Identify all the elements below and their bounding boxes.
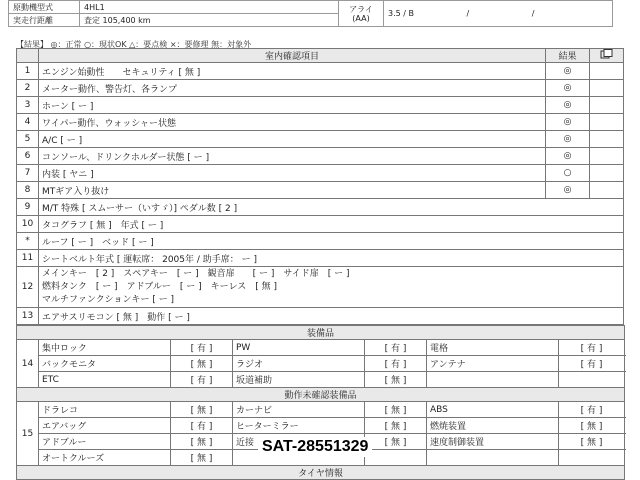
equipment-status: [ 無 ] bbox=[365, 434, 427, 450]
result-legend: 【結果】 ◎：正常 ○：現状OK △：要点検 ×：要修理 無：対象外 bbox=[16, 40, 252, 49]
equipment-status: [ 無 ] bbox=[365, 418, 427, 434]
equipment-title: 装備品 bbox=[17, 326, 625, 340]
equipment-row bbox=[17, 340, 625, 356]
equipment-name: 燃焼装置 bbox=[427, 418, 559, 434]
equipment-name: PW bbox=[233, 340, 365, 356]
check-item-label: ホーン [ ー ] bbox=[39, 97, 546, 114]
alignment-value: 3.5 / B / / bbox=[384, 1, 613, 27]
equipment-status: [ 無 ] bbox=[171, 356, 233, 372]
row-number: 2 bbox=[17, 80, 39, 97]
row-number: 14 bbox=[17, 340, 39, 388]
equipment-status: [ 有 ] bbox=[365, 356, 427, 372]
equipment-status: [ 無 ] bbox=[365, 372, 427, 388]
result-mark: ◎ bbox=[546, 131, 590, 148]
equipment-status bbox=[559, 450, 625, 466]
row-number: 3 bbox=[17, 97, 39, 114]
odometer-value: 査定 105,400 km bbox=[80, 14, 339, 27]
check-item-row bbox=[17, 63, 624, 80]
result-extra-cell bbox=[590, 114, 624, 131]
equipment-status: [ 有 ] bbox=[171, 340, 233, 356]
check-item-label: A/C [ ー ] bbox=[39, 131, 546, 148]
tachograph-row: タコグラフ [ 無 ] 年式 [ ー ] bbox=[39, 216, 624, 233]
equipment-name: アンテナ bbox=[427, 356, 559, 372]
check-item-row bbox=[17, 131, 624, 148]
equipment-status: [ 有 ] bbox=[559, 356, 625, 372]
equipment-status: [ 無 ] bbox=[171, 450, 233, 466]
row-number: 13 bbox=[17, 308, 39, 325]
engine-value: 4HL1 bbox=[80, 1, 339, 14]
unverified-equipment-title: 動作未確認装備品 bbox=[17, 388, 625, 402]
result-extra-cell bbox=[590, 80, 624, 97]
result-mark: ◎ bbox=[546, 148, 590, 165]
result-mark: ◎ bbox=[546, 182, 590, 199]
equipment-name: ABS bbox=[427, 402, 559, 418]
result-extra-cell bbox=[590, 165, 624, 182]
air-suspension-row: エアサスリモコン [ 無 ] 動作 [ ー ] bbox=[39, 308, 624, 325]
equipment-name bbox=[427, 372, 559, 388]
row-number: 4 bbox=[17, 114, 39, 131]
equipment-status: [ 有 ] bbox=[171, 372, 233, 388]
check-item-row bbox=[17, 165, 624, 182]
keys-row bbox=[39, 267, 624, 308]
result-extra-cell bbox=[590, 182, 624, 199]
result-extra-cell bbox=[590, 63, 624, 80]
result-mark: ◎ bbox=[546, 114, 590, 131]
row-number: 1 bbox=[17, 63, 39, 80]
check-item-label: エンジン始動性 セキュリティ [ 無 ] bbox=[39, 63, 546, 80]
equipment-row bbox=[17, 356, 625, 372]
equipment-name: 集中ロック bbox=[39, 340, 171, 356]
inspection-sheet bbox=[16, 48, 624, 480]
equipment-name: ラジオ bbox=[233, 356, 365, 372]
keys-line-2: 燃料タンク [ ー ] アドブルー [ ー ] キーレス [ 無 ] bbox=[42, 281, 277, 292]
check-item-row bbox=[17, 182, 624, 199]
equipment-status: [ 有 ] bbox=[559, 340, 625, 356]
equipment-status bbox=[365, 450, 427, 466]
equipment-name: ETC bbox=[39, 372, 171, 388]
result-extra-cell bbox=[590, 97, 624, 114]
row-number: 8 bbox=[17, 182, 39, 199]
roof-bed-row: ルーフ [ ー ] ベッド [ ー ] bbox=[39, 233, 624, 250]
result-mark: ◎ bbox=[546, 63, 590, 80]
interior-check-title: 室内確認項目 bbox=[39, 49, 546, 63]
keys-line-1: メインキー [ 2 ] スペアキー [ ー ] 観音扉 [ ー ] サイド扉 [ ー ] bbox=[42, 268, 350, 279]
vehicle-summary-table bbox=[8, 0, 613, 27]
equipment-name bbox=[427, 450, 559, 466]
equipment-status: [ 無 ] bbox=[365, 402, 427, 418]
row-number: 15 bbox=[17, 402, 39, 466]
result-extra-cell bbox=[590, 148, 624, 165]
odometer-label: 実走行距離 bbox=[9, 14, 80, 27]
row-number: 9 bbox=[17, 199, 39, 216]
equipment-name: エアバッグ bbox=[39, 418, 171, 434]
equipment-name: 坂道補助 bbox=[233, 372, 365, 388]
interior-check-table bbox=[16, 48, 624, 325]
row-number: 6 bbox=[17, 148, 39, 165]
seatbelt-row: シートベルト年式 [ 運転席： 2005年 / 助手席： ー ] bbox=[39, 250, 624, 267]
equipment-name: バックモニタ bbox=[39, 356, 171, 372]
check-item-label: 内装 [ ヤニ ] bbox=[39, 165, 546, 182]
check-item-row bbox=[17, 80, 624, 97]
equipment-name: 速度制御装置 bbox=[427, 434, 559, 450]
check-item-row bbox=[17, 97, 624, 114]
result-mark: ◎ bbox=[546, 80, 590, 97]
row-number: 5 bbox=[17, 131, 39, 148]
equipment-name: 近接 bbox=[233, 434, 365, 450]
equipment-status: [ 無 ] bbox=[559, 434, 625, 450]
watermark-id: SAT-28551329 bbox=[258, 437, 372, 457]
header-blank bbox=[17, 49, 39, 63]
check-item-label: メーター動作、警告灯、各ランプ bbox=[39, 80, 546, 97]
equipment-name: カーナビ bbox=[233, 402, 365, 418]
keys-line-3: マルチファンクションキー [ ー ] bbox=[42, 294, 175, 305]
check-item-row bbox=[17, 114, 624, 131]
row-number: 12 bbox=[17, 267, 39, 308]
check-item-label: コンソール、ドリンクホルダー状態 [ ー ] bbox=[39, 148, 546, 165]
equipment-status bbox=[559, 372, 625, 388]
engine-label: 原動機型式 bbox=[9, 1, 80, 14]
equipment-name: アドブルー bbox=[39, 434, 171, 450]
check-item-row bbox=[17, 148, 624, 165]
result-header: 結果 bbox=[546, 49, 590, 63]
equipment-status: [ 無 ] bbox=[171, 434, 233, 450]
check-item-label: ワイパー動作、ウォッシャー状態 bbox=[39, 114, 546, 131]
mt-special-row: M/T 特殊 [ スムーサー（いすゞ）] ペダル数 [ 2 ] bbox=[39, 199, 624, 216]
vehicle-summary bbox=[8, 0, 632, 27]
alignment-label: アライ (AA) bbox=[339, 1, 384, 27]
tire-info-title: タイヤ情報 bbox=[17, 466, 625, 480]
equipment-name: ドラレコ bbox=[39, 402, 171, 418]
equipment-status: [ 無 ] bbox=[171, 402, 233, 418]
equipment-status: [ 有 ] bbox=[365, 340, 427, 356]
equipment-name: ヒーターミラー bbox=[233, 418, 365, 434]
equipment-status: [ 有 ] bbox=[559, 402, 625, 418]
row-number: 10 bbox=[17, 216, 39, 233]
equipment-row bbox=[17, 402, 625, 418]
copy-icon[interactable] bbox=[590, 49, 624, 63]
row-number: 11 bbox=[17, 250, 39, 267]
equipment-name: 電格 bbox=[427, 340, 559, 356]
result-mark: ○ bbox=[546, 165, 590, 182]
equipment-row bbox=[17, 372, 625, 388]
row-number: 7 bbox=[17, 165, 39, 182]
row-number: * bbox=[17, 233, 39, 250]
equipment-status: [ 無 ] bbox=[559, 418, 625, 434]
equipment-status: [ 有 ] bbox=[171, 418, 233, 434]
result-mark: ◎ bbox=[546, 97, 590, 114]
equipment-name: オートクルーズ bbox=[39, 450, 171, 466]
equipment-row bbox=[17, 418, 625, 434]
result-extra-cell bbox=[590, 131, 624, 148]
check-item-label: MTギア入り抜け bbox=[39, 182, 546, 199]
